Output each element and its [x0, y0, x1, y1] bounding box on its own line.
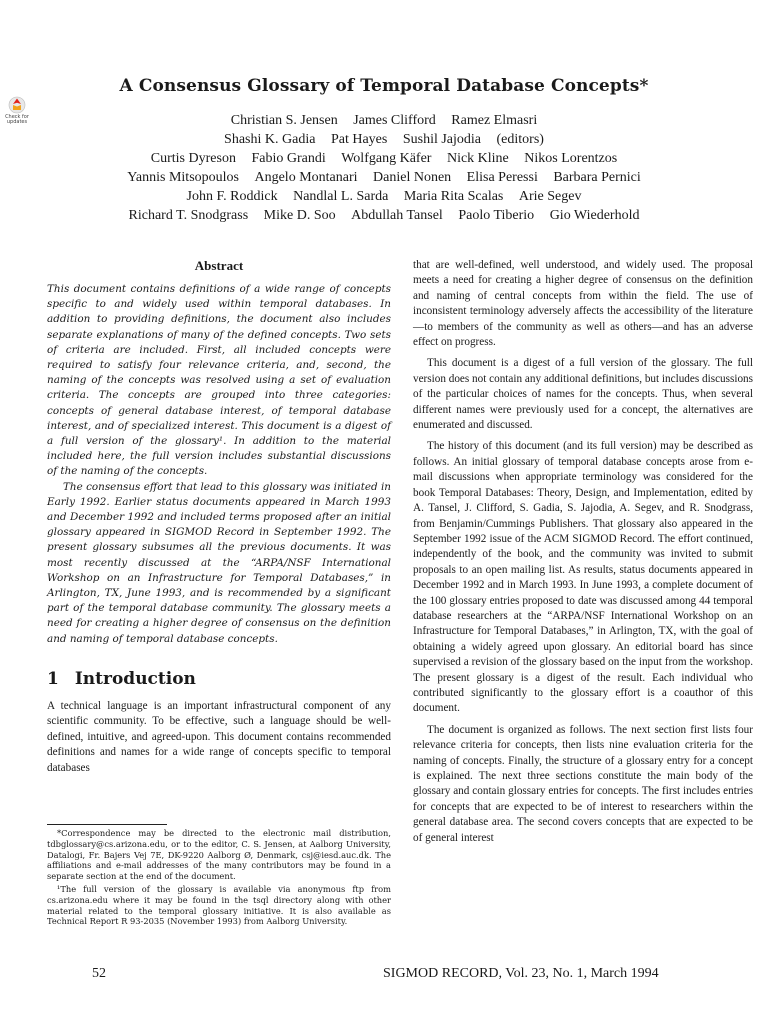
author-line [0, 187, 768, 206]
author-line [0, 130, 768, 149]
footnote-full-version: ¹The full version of the glossary is available via anonymous ftp from cs.arizona.edu where it may be found in the tsql directory along with other material related to the temporal glossary initiative. It is also available as Technical Report R 93-2035 (November 1993) from Aalborg University. [47, 883, 391, 927]
body-paragraph: The history of this document (and its full version) may be described as follows. An initial glossary of temporal database concepts arose from e-mail discussions when appropriate terminology was considered for the book Temporal Databases: Theory, Design, and Implementation, edited by A. Tansel, J. Clifford, S. Gadia, S. Jajodia, A. Segev, and R. Snodgrass, from Benjamin/Cummings Publishers. That glossary also appeared in the September 1992 issue of the ACM SIGMOD Record. The effort continued, independently of the book, and the community was invited to submit proposals to an open mailing list. As results, status documents appeared in December 1992 and in March 1993. In June 1993, a complete document of the 100 glossary entries proposed to date was discussed among 44 temporal database researchers at the “ARPA/NSF International Workshop on an Infrastructure for Temporal Databases,” in Arlington, TX, with the goal of obtaining a widely agreed upon glossary. An editorial board has since supervised a revision of the glossary based on the input from the workshop. The present glossary is a digest of the result. Each individual who contributed significantly to the glossary effort is a coauthor of this document. [413, 440, 753, 715]
paper-title: A Consensus Glossary of Temporal Database Concepts* [119, 76, 649, 96]
author-name: Richard T. Snodgrass [128, 208, 249, 223]
author-name: Mike D. Soo [263, 208, 336, 223]
author-name: Christian S. Jensen [230, 113, 338, 128]
author-name: Shashi K. Gadia [224, 132, 316, 147]
author-name: Wolfgang Käfer [341, 151, 432, 166]
author-name: Nick Kline [446, 151, 509, 166]
author-name: Gio Wiederhold [549, 208, 640, 223]
author-name: Fabio Grandi [251, 151, 326, 166]
author-line [0, 168, 768, 187]
right-column [413, 258, 753, 852]
author-name: Elisa Peressi [466, 170, 538, 185]
body-paragraph: that are well-defined, well understood, and widely used. The proposal meets a need for creating a higher degree of consensus on the definition and naming of central concepts from within the field. The use of inconsistent terminology adversely affects the accessibility of the literature—to members of the community as well as others—and has an adverse effect on progress. [413, 259, 753, 349]
abstract-heading: Abstract [194, 258, 244, 273]
left-column [47, 258, 391, 776]
author-name: Nikos Lorentzos [524, 151, 618, 166]
section-heading-introduction [47, 669, 391, 689]
author-name: John F. Roddick [186, 189, 278, 204]
journal-reference: SIGMOD RECORD, Vol. 23, No. 1, March 1994 [383, 966, 659, 981]
author-name: Sushil Jajodia [402, 132, 481, 147]
author-name: Angelo Montanari [254, 170, 358, 185]
abstract-paragraph: The consensus effort that lead to this glossary was initiated in Early 1992. Earlier status documents appeared in March 1993 and December 1992 and included terms proposed after an initial glossary appeared in SIGMOD Record in September 1992. The present glossary subsumes all the previous documents. It was most recently discussed at the “ARPA/NSF International Workshop on an Infrastructure for Temporal Databases,” in Arlington, TX, June 1993, and is recommended by a significant part of the temporal database community. The glossary meets a need for creating a higher degree of consensus on the definition and naming of temporal database concepts. [47, 480, 391, 645]
author-name: Maria Rita Scalas [403, 189, 504, 204]
author-line [0, 111, 768, 130]
body-paragraph: This document is a digest of a full version of the glossary. The full version does not contain any additional definitions, but includes discussions of the particular choices of names for the concepts. Thus, when several different names were previously used for a concept, the alternatives are enumerated and discussed. [413, 357, 753, 432]
section-title: Introduction [74, 668, 196, 689]
author-name: Nandlal L. Sarda [293, 189, 389, 204]
abstract-paragraph: This document contains definitions of a wide range of concepts specific to and widely used within temporal databases. In addition to providing definitions, the document also includes separate explanations of many of the defined concepts. Two sets of criteria are included. First, all included concepts were required to satisfy four relevance criteria, and, second, the naming of the concepts was resolved using a set of evaluation criteria. The concepts are grouped into three categories: concepts of general database interest, of temporal database interest, and of specialized interest. This document is a digest of a full version of the glossary¹. In addition to the material included here, the full version includes substantial discussions of the naming of the concepts. [47, 283, 391, 478]
check-for-updates-label: Check for updates [5, 114, 29, 125]
body-paragraph: The document is organized as follows. The next section first lists four relevance criteria for concepts, then lists nine evaluation criteria for the naming of concepts. Finally, the structure of a glossary entry for a concept is explained. The next three sections constitute the main body of the glossary and contain glossary entries for concepts. The first includes entries for concepts that are expected to be of interest to researchers within the general database area. The second covers concepts that are expected to be of general interest [413, 723, 753, 844]
author-line [0, 206, 768, 225]
footnote-correspondence: *Correspondence may be directed to the electronic mail distribution, tdbglossary@cs.arizona.edu, or to the editor, C. S. Jensen, at Aalborg University, Datalogi, Fr. Bajers Vej 7E, DK-9220 Aalborg Ø, Denmark, csj@iesd.auc.dk. The affiliations and e-mail addresses of the many contributors may be found in a separate section at the end of the document. [47, 828, 391, 882]
author-name: Barbara Pernici [553, 170, 641, 185]
author-name: Yannis Mitsopoulos [127, 170, 239, 185]
author-name: Arie Segev [518, 189, 582, 204]
page-number: 52 [92, 966, 106, 981]
footnote-divider [47, 824, 167, 825]
author-line [0, 149, 768, 168]
author-name: Ramez Elmasri [451, 113, 538, 128]
editors-label: (editors) [496, 132, 544, 147]
introduction-paragraph: A technical language is an important infrastructural component of any scientific community. To be effective, such a language should be well-defined, intuitive, and agreed-upon. This document contains recommended definitions and names for a wide range of concepts specific to temporal databases [47, 699, 391, 774]
footnotes [47, 824, 391, 929]
author-name: Pat Hayes [330, 132, 388, 147]
section-number: 1 [47, 668, 59, 689]
author-name: James Clifford [353, 113, 436, 128]
author-name: Daniel Nonen [373, 170, 452, 185]
author-name: Abdullah Tansel [351, 208, 443, 223]
author-name: Paolo Tiberio [458, 208, 535, 223]
author-list [0, 111, 768, 225]
author-name: Curtis Dyreson [150, 151, 236, 166]
